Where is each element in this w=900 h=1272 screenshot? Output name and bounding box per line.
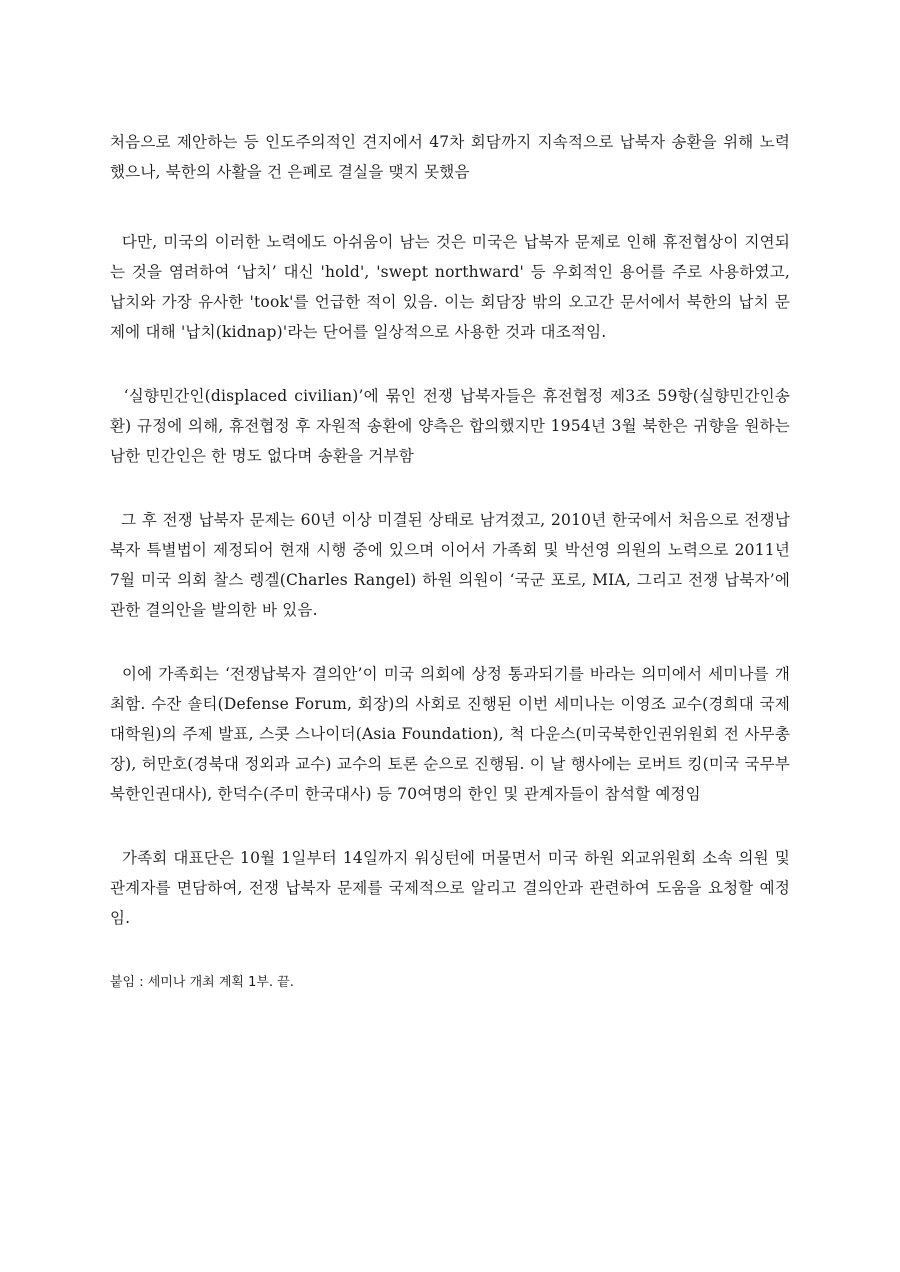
paragraph-us-effort: 다만, 미국의 이러한 노력에도 아쉬움이 남는 것은 미국은 납북자 문제로 인해 휴전협상이 지연되는 것을 염려하여 ‘납치’ 대신 'hold', 'swept northward' 등 우회적인 용어를 주로 사용하였고, 납치와 가장 유사한 'took'를 언급한 적이 있음. 이는 회담장 밖의 오고간 문서에서 북한의 납치 문제에 대해 '납치(kidnap)'라는 단어를 일상적으로 사용한 것과 대조적임. <box>110 233 790 341</box>
paragraph-displaced-civilian: ‘실향민간인(displaced civilian)’에 묶인 전쟁 납북자들은 휴전협정 제3조 59항(실향민간인송환) 규정에 의해, 휴전협정 후 자원적 송환에 양측은 합의했지만 1954년 3월 북한은 귀향을 원하는 남한 민간인은 한 명도 없다며 송환을 거부함 <box>110 387 790 465</box>
paragraph-unresolved-issue: 그 후 전쟁 납북자 문제는 60년 이상 미결된 상태로 남겨졌고, 2010년 한국에서 처음으로 전쟁납북자 특별법이 제정되어 현재 시행 중에 있으며 이어서 가족회 및 박선영 의원의 노력으로 2011년 7월 미국 의회 찰스 렝겔(Charles Rangel) 하원 의원이 ‘국군 포로, MIA, 그리고 전쟁 납북자’에 관한 결의안을 발의한 바 있음. <box>110 511 790 619</box>
document-body <box>110 127 790 993</box>
attachment-note: 붙임 : 세미나 개최 계획 1부. 끝. <box>110 975 294 990</box>
paragraph-delegation: 가족회 대표단은 10월 1일부터 14일까지 워싱턴에 머물면서 미국 하원 외교위원회 소속 의원 및 관계자를 면담하여, 전쟁 납북자 문제를 국제적으로 알리고 결의안과 관련하여 도움을 요청할 예정임. <box>110 849 790 927</box>
paragraph-seminar: 이에 가족회는 ‘전쟁납북자 결의안’이 미국 의회에 상정 통과되기를 바라는 의미에서 세미나를 개최함. 수잔 숄티(Defense Forum, 회장)의 사회로 진행된 이번 세미나는 이영조 교수(경희대 국제대학원)의 주제 발표, 스콧 스나이더(Asia Foundation), 척 다운스(미국북한인권위원회 전 사무총장), 허만호(경북대 정외과 교수) 교수의 토론 순으로 진행됨. 이 날 행사에는 로버트 킹(미국 국무부 북한인권대사), 한덕수(주미 한국대사) 등 70여명의 한인 및 관계자들이 참석할 예정임 <box>110 665 790 803</box>
paragraph-continuation: 처음으로 제안하는 등 인도주의적인 견지에서 47차 회담까지 지속적으로 납북자 송환을 위해 노력했으나, 북한의 사활을 건 은폐로 결실을 맺지 못했음 <box>110 133 790 181</box>
